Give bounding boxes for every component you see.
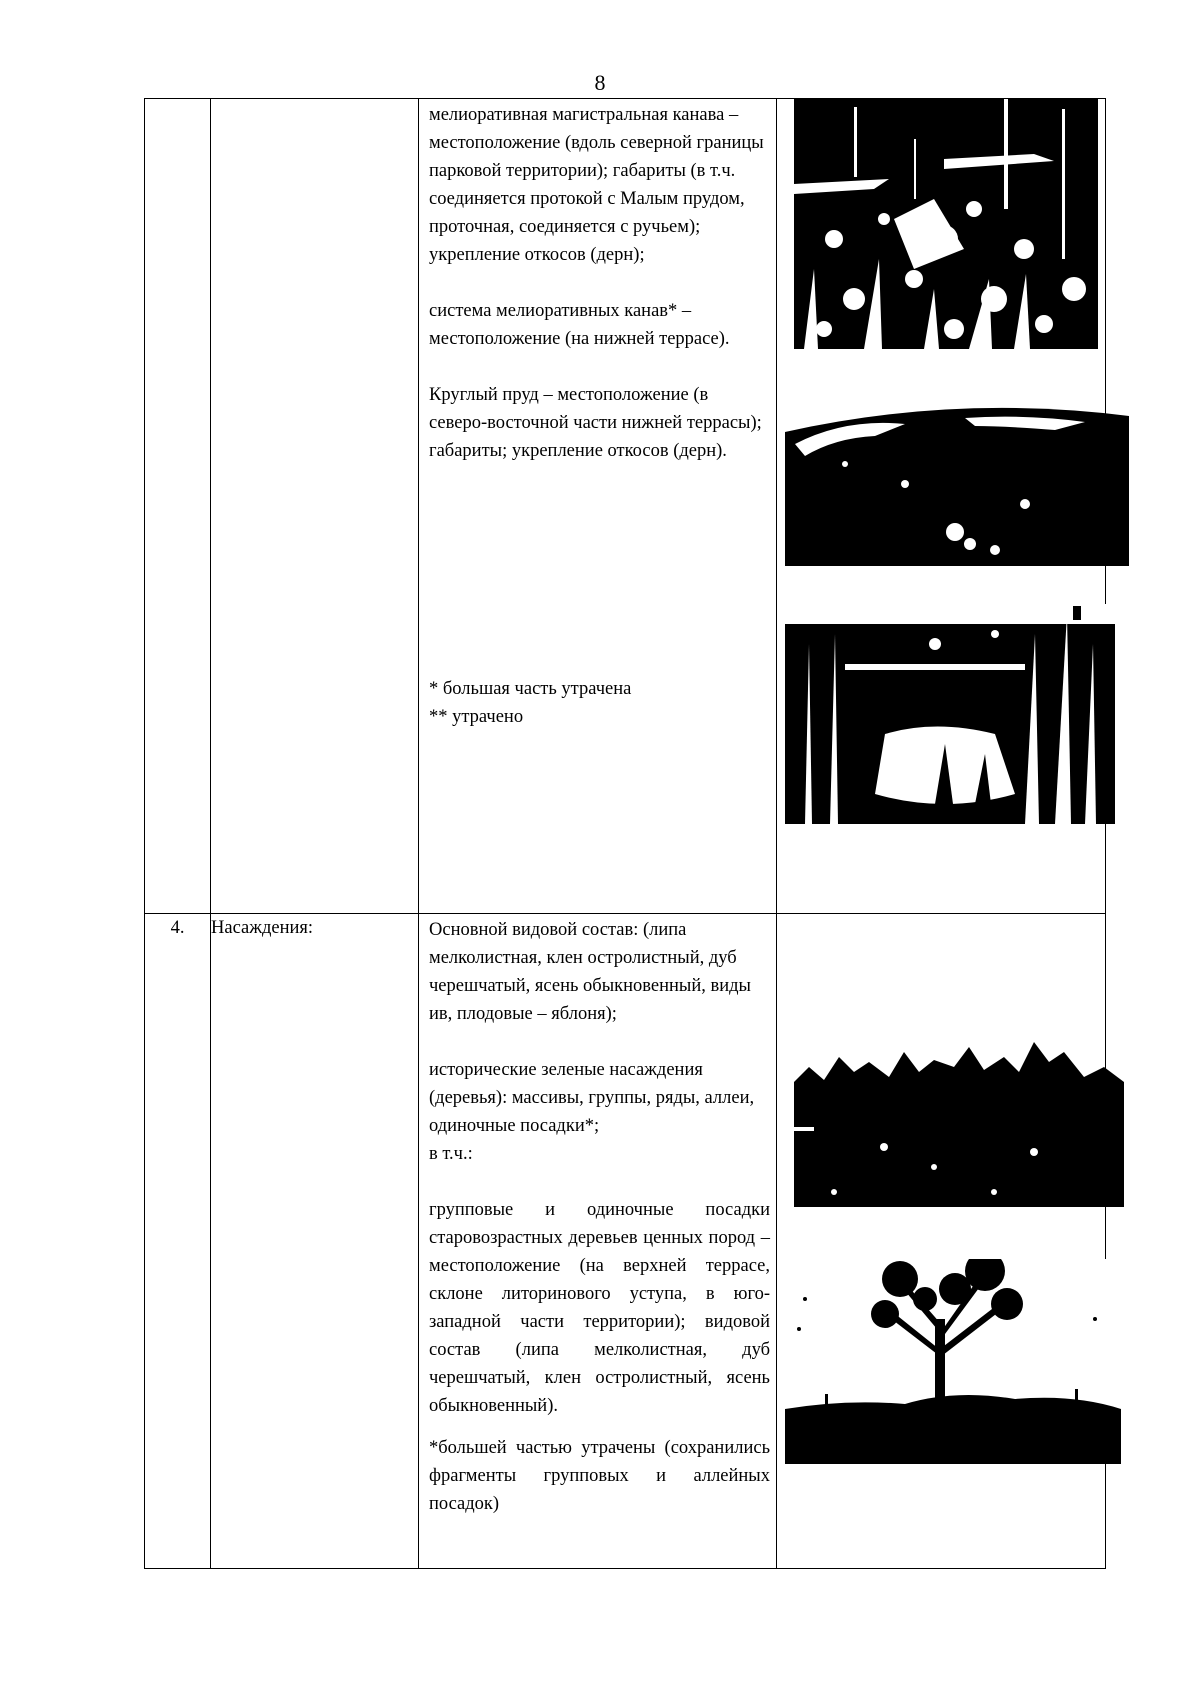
row-label-cell — [211, 99, 419, 914]
footnote: ** утрачено — [429, 707, 524, 727]
table-row — [145, 99, 1106, 914]
round-pond-photo — [785, 404, 1129, 566]
page-number: 8 — [594, 70, 606, 95]
table-row — [145, 914, 1106, 1569]
old-tree-photo — [785, 1259, 1121, 1464]
round-pond-paragraph: Круглый пруд – местоположение (в северо-восточной части нижней террасы); габариты; укрепление откосов (дерн). — [429, 385, 762, 461]
photo-cell — [777, 99, 1106, 914]
description-cell — [419, 914, 777, 1569]
tree-line-photo — [794, 1042, 1124, 1207]
row-number-cell — [145, 99, 211, 914]
pond-reeds-photo — [785, 604, 1115, 824]
footnote: * большая часть утрачена — [429, 679, 632, 699]
photo-cell — [777, 914, 1106, 1569]
including-label: в т.ч.: — [429, 1144, 473, 1164]
row-label-cell: Насаждения: — [211, 914, 419, 1569]
canal-photo — [794, 99, 1098, 349]
canal-paragraph: мелиоративная магистральная канава – местоположение (вдоль северной границы парковой территории); габариты (в т.ч. соединяется протокой с Малым прудом, проточная, соединяется с ручьем); укрепление откосов (дерн); — [429, 105, 764, 265]
old-trees-paragraph: групповые и одиночные посадки старовозрастных деревьев ценных пород – местоположение (на верхней террасе, склоне литоринового уступа, в юго-западной части территории); видовой состав (липа мелколистная, дуб черешчатый, клен остролистный, ясень обыкновенный). — [429, 1200, 770, 1416]
row-number-cell: 4. — [145, 914, 211, 1569]
description-cell — [419, 99, 777, 914]
lost-plantings-note: *большей частью утрачены (сохранились фрагменты групповых и аллейных посадок) — [429, 1438, 770, 1514]
register-table — [144, 98, 1106, 1569]
species-paragraph: Основной видовой состав: (липа мелколистная, клен остролистный, дуб черешчатый, ясень обыкновенный, виды ив, плодовые – яблоня); — [429, 920, 751, 1024]
canal-system-paragraph: система мелиоративных канав* – местоположение (на нижней террасе). — [429, 301, 730, 349]
historic-plantings-paragraph: исторические зеленые насаждения (деревья): массивы, группы, ряды, аллеи, одиночные посадки*; — [429, 1060, 755, 1136]
